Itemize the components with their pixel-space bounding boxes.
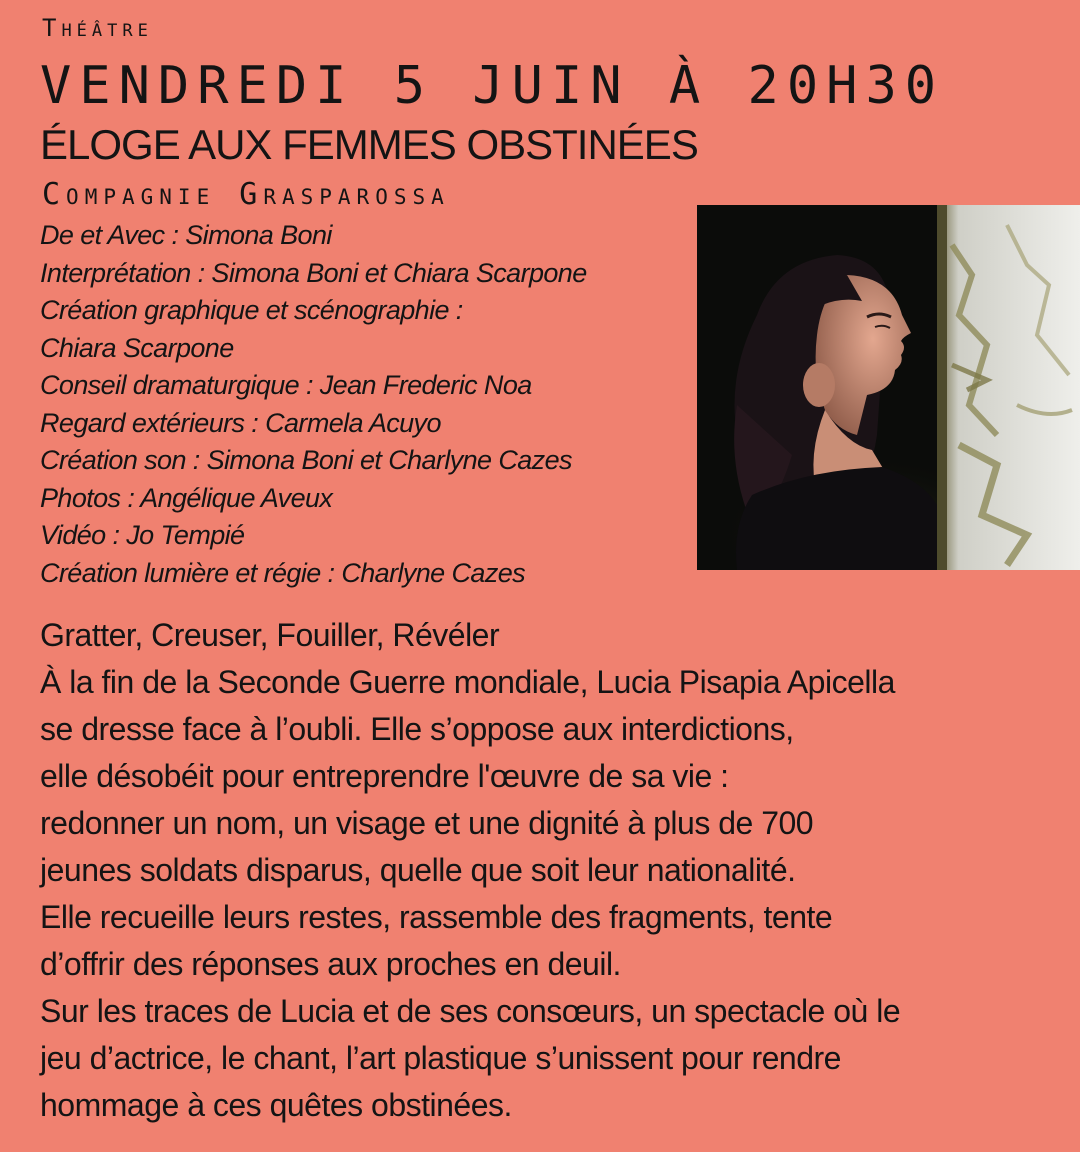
description-line: se dresse face à l’oubli. Elle s’oppose aux interdictions, [40, 711, 794, 747]
credit-line: De et Avec : Simona Boni [40, 220, 332, 250]
description-line: redonner un nom, un visage et une dignité à plus de 700 [40, 805, 814, 841]
description-line: jeu d’actrice, le chant, l’art plastique s’unissent pour rendre [40, 1040, 841, 1076]
credit-line: Création son : Simona Boni et Charlyne Cazes [40, 445, 572, 475]
credit-line: Vidéo : Jo Tempié [40, 520, 245, 550]
description-line: Sur les traces de Lucia et de ses consœurs, un spectacle où le [40, 993, 901, 1029]
description-line: jeunes soldats disparus, quelle que soit leur nationalité. [40, 852, 796, 888]
description-line: Gratter, Creuser, Fouiller, Révéler [40, 617, 500, 653]
performer-photo-illustration [697, 205, 1080, 570]
credit-line: Regard extérieurs : Carmela Acuyo [40, 407, 441, 438]
credit-line: Photos : Angélique Aveux [40, 482, 333, 513]
event-date: VENDREDI 5 JUIN À 20H30 [40, 56, 945, 116]
description-line: hommage à ces quêtes obstinées. [40, 1087, 512, 1123]
show-title: ÉLOGE AUX FEMMES OBSTINÉES [40, 121, 698, 168]
description-line: elle désobéit pour entreprendre l'œuvre de sa vie : [40, 758, 729, 794]
show-description [40, 612, 1070, 1129]
description-line: d’offrir des réponses aux proches en deuil. [40, 946, 621, 982]
credit-line: Création graphique et scénographie : [40, 295, 463, 325]
description-line: Elle recueille leurs restes, rassemble des fragments, tente [40, 899, 833, 935]
description-line: À la fin de la Seconde Guerre mondiale, Lucia Pisapia Apicella [40, 664, 895, 700]
performer-photo [697, 205, 1080, 570]
credit-line: Chiara Scarpone [40, 332, 234, 363]
category-label: Théâtre [42, 14, 153, 42]
credit-line: Conseil dramaturgique : Jean Frederic Noa [40, 370, 532, 400]
credit-line: Création lumière et régie : Charlyne Cazes [40, 557, 526, 588]
credits-list [40, 217, 587, 592]
credit-line: Interprétation : Simona Boni et Chiara Scarpone [40, 257, 587, 288]
company-name: Compagnie Grasparossa [42, 177, 450, 212]
